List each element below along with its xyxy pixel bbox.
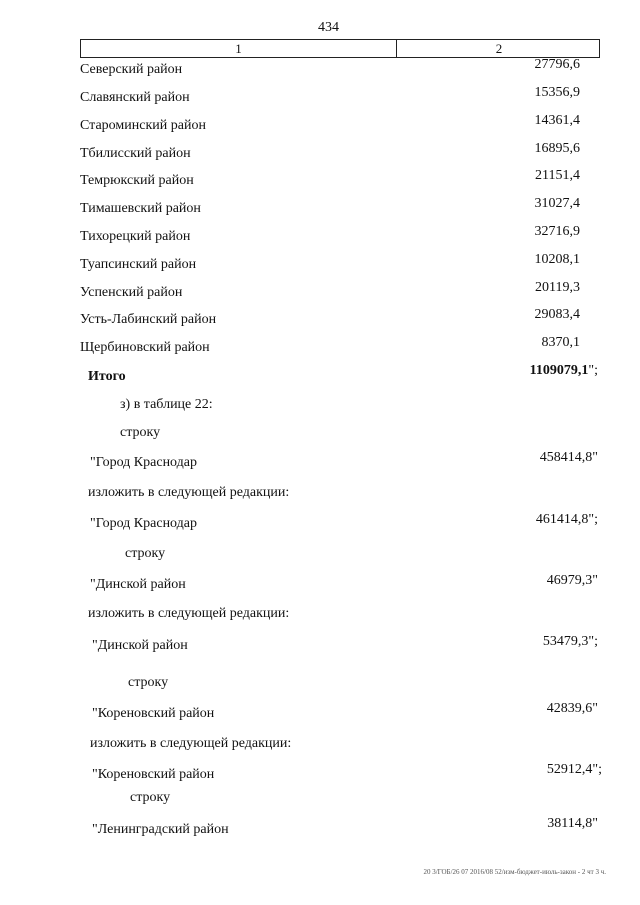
row-name: Тимашевский район [80,201,201,216]
old-row-name: "Город Краснодар [90,455,197,470]
new-row-value: 52912,4"; [546,762,602,777]
new-row-value: 461414,8"; [535,512,598,527]
row-name: Туапсинский район [80,257,197,272]
row-name: Тбилисский район [80,146,191,161]
instruction-text: изложить в следующей редакции: [90,736,292,751]
row-value: 10208,1 [534,252,580,267]
new-row-value: 53479,3"; [542,634,598,649]
stroku-label: строку [128,675,169,690]
old-row-value: 46979,3" [546,573,598,588]
row-name: Успенский район [80,285,183,300]
total-value: 1109079,1 [529,363,589,378]
row-name: Староминский район [80,118,206,133]
row-value: 31027,4 [534,196,580,211]
row-value: 14361,4 [534,113,580,128]
new-row-name: "Динской район [92,638,188,653]
row-value: 21151,4 [535,168,580,183]
total-value-line [530,363,598,379]
footer-note: 20 3/ГОБ/26 07 2016/08 52/изм-бюджет-июль-закон - 2 чт 3 ч. [423,868,606,876]
row-name: Тихорецкий район [80,229,191,244]
row-value: 20119,3 [535,280,580,295]
page-number: 434 [318,20,339,35]
old-row-name: "Динской район [90,577,186,592]
row-value: 15356,9 [534,85,580,100]
column-header-2: 2 [495,41,503,56]
stroku-label: строку [130,790,171,805]
row-value: 16895,6 [534,141,580,156]
old-row-name: "Ленинградский район [92,822,229,837]
new-row-name: "Город Краснодар [90,516,197,531]
new-row-name: "Кореновский район [92,767,215,782]
table-header [80,39,600,58]
old-row-value: 38114,8" [547,816,598,831]
row-name: Щербиновский район [80,340,210,355]
section-heading: з) в таблице 22: [120,397,213,412]
row-value: 27796,6 [534,57,580,72]
total-label: Итого [88,369,126,384]
row-name: Усть-Лабинский район [80,312,217,327]
stroku-label: строку [125,546,166,561]
row-name: Северский район [80,62,183,77]
total-suffix: "; [588,363,598,378]
instruction-text: изложить в следующей редакции: [88,485,290,500]
row-value: 32716,9 [534,224,580,239]
row-name: Темрюкский район [80,173,194,188]
old-row-value: 458414,8" [539,450,598,465]
old-row-name: "Кореновский район [92,706,215,721]
row-name: Славянский район [80,90,190,105]
row-value: 29083,4 [534,307,580,322]
instruction-text: изложить в следующей редакции: [88,606,290,621]
old-row-value: 42839,6" [546,701,598,716]
row-value: 8370,1 [541,335,580,350]
column-header-1: 1 [81,40,397,57]
stroku-label: строку [120,425,161,440]
